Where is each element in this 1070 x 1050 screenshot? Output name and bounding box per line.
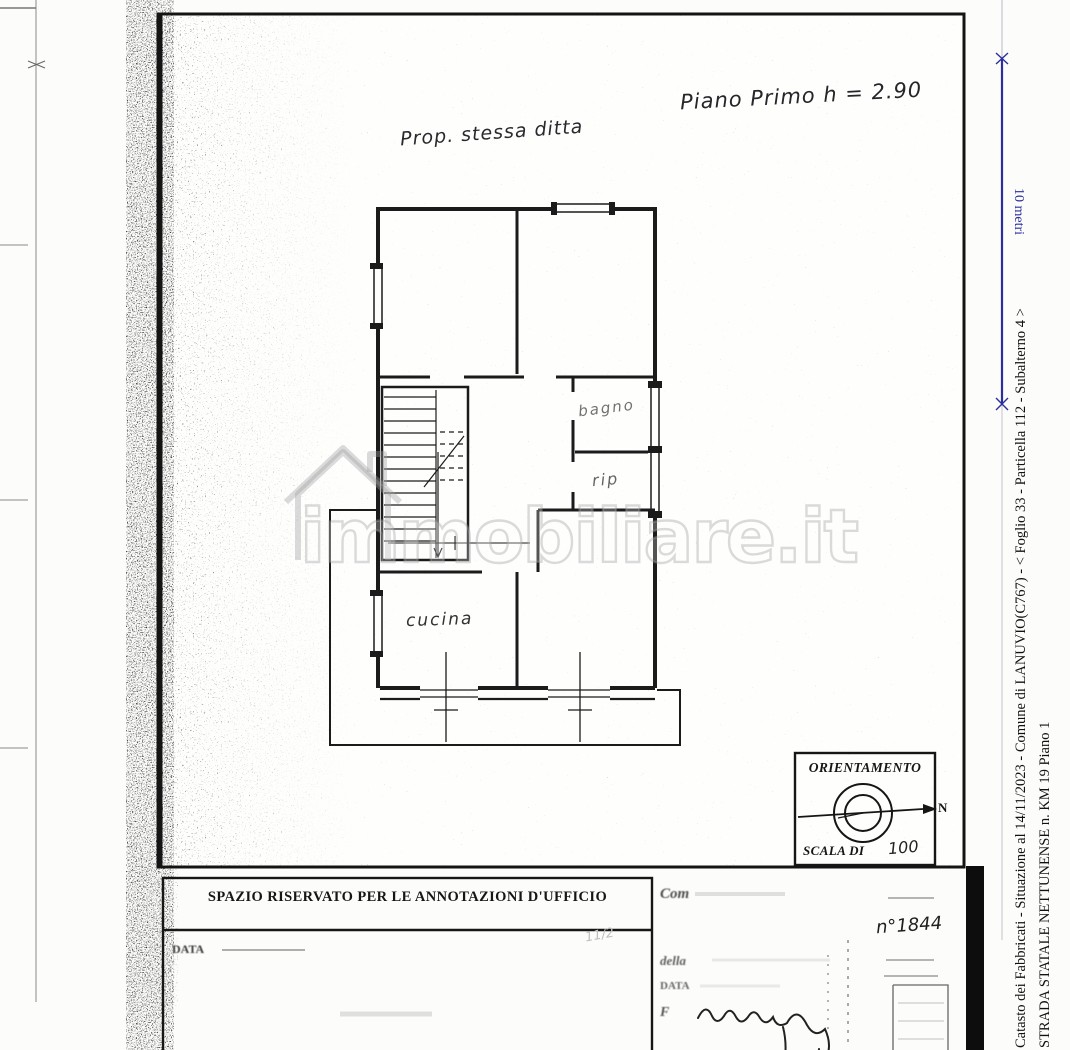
scale-label: SCALA DI	[803, 843, 865, 858]
room-label-cucina: cucina	[405, 608, 474, 632]
property-note: Prop. stessa ditta	[399, 115, 584, 151]
north-label: N	[938, 800, 948, 815]
room-label-rip: rip	[591, 468, 620, 491]
watermark-text: immobiliare.it	[300, 494, 857, 580]
room-label-bagno: bagno	[577, 395, 636, 421]
form-signature-label: F	[660, 1005, 670, 1020]
annotation-faint-note: 11/2	[583, 925, 616, 946]
protocol-number: n°1844	[875, 912, 943, 939]
floor-note: Piano Primo h = 2.90	[679, 77, 923, 115]
form-compiled-label: Com	[660, 886, 690, 902]
annotation-title: SPAZIO RISERVATO PER LE ANNOTAZIONI D'UFFICIO	[207, 889, 608, 905]
form-della-label: della	[660, 953, 686, 968]
sidebar-address-line: STRADA STATALE NETTUNENSE n. KM 19 Piano 1	[1037, 721, 1053, 1048]
orientation-title: ORIENTAMENTO	[808, 760, 922, 775]
annotation-date-label: DATA	[172, 942, 205, 956]
scale-value: 100	[887, 836, 920, 859]
scale-bar-label: 10 metri	[1011, 188, 1026, 236]
form-date-label: DATA	[660, 980, 690, 992]
sidebar-cadastral-line: Catasto dei Fabbricati - Situazione al 14/11/2023 - Comune di LANUVIO(C767) - < Foglio 33 - Particella 112 - Subalterno 4 >	[1013, 308, 1029, 1048]
